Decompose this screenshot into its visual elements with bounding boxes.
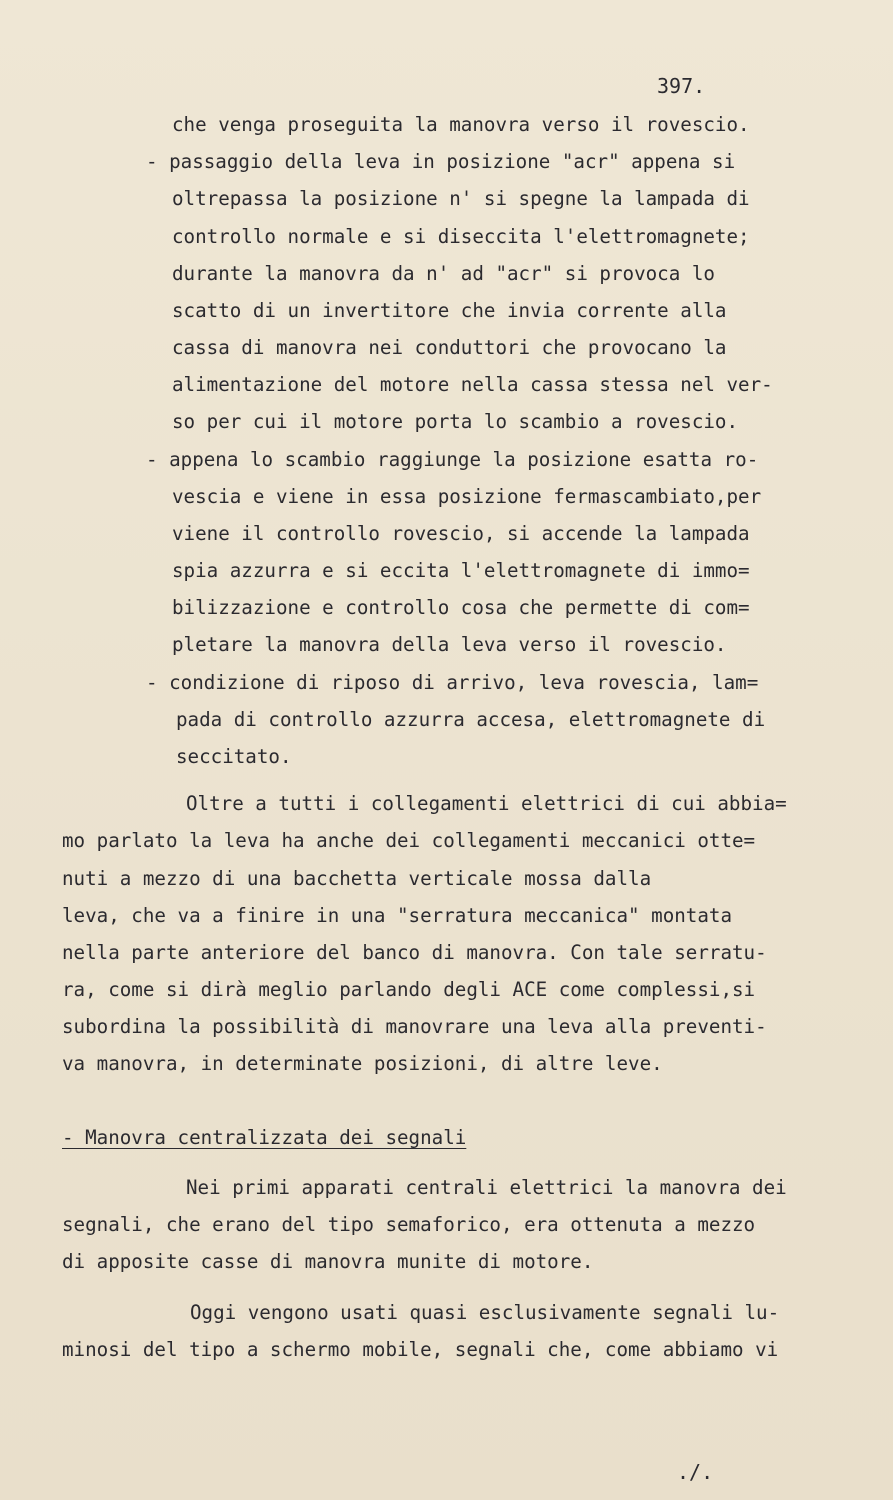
text-line: bilizzazione e controllo cosa che permette di com= bbox=[172, 596, 750, 619]
text-line: Nei primi apparati centrali elettrici la manovra dei bbox=[186, 1176, 787, 1199]
text-line: durante la manovra da n' ad "acr" si provoca lo bbox=[172, 262, 715, 285]
text-line: nella parte anteriore del banco di manovra. Con tale serratu- bbox=[62, 941, 767, 964]
section-heading: - Manovra centralizzata dei segnali bbox=[62, 1126, 467, 1149]
text-line: - passaggio della leva in posizione "acr" appena si bbox=[146, 150, 736, 173]
text-line: - appena lo scambio raggiunge la posizione esatta ro- bbox=[146, 448, 759, 471]
text-line: Oltre a tutti i collegamenti elettrici di cui abbia= bbox=[186, 792, 787, 815]
text-line: viene il controllo rovescio, si accende la lampada bbox=[172, 522, 750, 545]
text-line: controllo normale e si diseccita l'elettromagnete; bbox=[172, 225, 750, 248]
text-line: cassa di manovra nei conduttori che provocano la bbox=[172, 336, 727, 359]
text-line: seccitato. bbox=[176, 745, 292, 768]
page-number: 397. bbox=[657, 74, 706, 98]
text-line: va manovra, in determinate posizioni, di altre leve. bbox=[62, 1052, 663, 1075]
text-line: di apposite casse di manovra munite di motore. bbox=[62, 1250, 594, 1273]
text-line: ra, come si dirà meglio parlando degli ACE come complessi,si bbox=[62, 978, 756, 1001]
text-line: che venga proseguita la manovra verso il rovescio. bbox=[172, 113, 750, 136]
text-line: minosi del tipo a schermo mobile, segnali che, come abbiamo vi bbox=[62, 1338, 779, 1361]
text-line: scatto di un invertitore che invia corrente alla bbox=[172, 299, 727, 322]
text-line: leva, che va a finire in una "serratura meccanica" montata bbox=[62, 904, 733, 927]
text-line: pletare la manovra della leva verso il rovescio. bbox=[172, 633, 727, 656]
text-line: - condizione di riposo di arrivo, leva rovescia, lam= bbox=[146, 671, 759, 694]
text-line: alimentazione del motore nella cassa stessa nel ver- bbox=[172, 373, 773, 396]
text-line: mo parlato la leva ha anche dei collegamenti meccanici otte= bbox=[62, 829, 756, 852]
text-line: Oggi vengono usati quasi esclusivamente segnali lu- bbox=[190, 1301, 780, 1324]
text-line: subordina la possibilità di manovrare una leva alla preventi- bbox=[62, 1015, 767, 1038]
continuation-mark: ./. bbox=[677, 1460, 714, 1484]
text-line: segnali, che erano del tipo semaforico, era ottenuta a mezzo bbox=[62, 1213, 756, 1236]
text-line: oltrepassa la posizione n' si spegne la lampada di bbox=[172, 187, 750, 210]
text-line: vescia e viene in essa posizione fermascambiato,per bbox=[172, 485, 762, 508]
text-line: so per cui il motore porta lo scambio a rovescio. bbox=[172, 410, 739, 433]
text-line: nuti a mezzo di una bacchetta verticale mossa dalla bbox=[62, 867, 652, 890]
text-line: pada di controllo azzurra accesa, elettromagnete di bbox=[176, 708, 766, 731]
text-line: spia azzurra e si eccita l'elettromagnete di immo= bbox=[172, 559, 750, 582]
